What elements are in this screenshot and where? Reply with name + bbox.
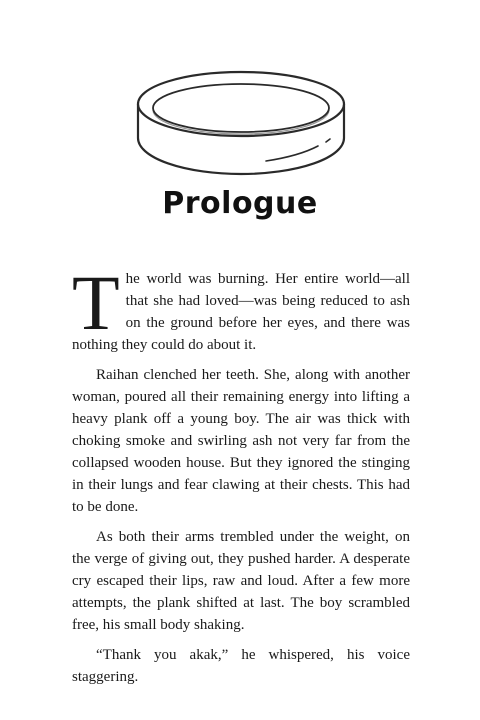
paragraph-2: Raihan clenched her teeth. She, along with another woman, poured all their remaining energy into lifting a heavy plank off a young boy. The air was thick with choking smoke and swirling ash not very far from the collapsed wooden house. But they ignored the stinging in their lungs and fear clawing at their chests. This had to be done.: [72, 367, 410, 515]
drop-cap: T: [72, 259, 120, 346]
paragraph-3: As both their arms trembled under the weight, on the verge of giving out, they pushed harder. A desperate cry escaped their lips, raw and loud. After a few more attempts, the plank shifted at last. The boy scrambled free, his small body shaking.: [72, 529, 410, 633]
paragraph-1-text: he world was burning. Her entire world—all that she had loved—was being reduced to ash on the ground before her eyes, and there was nothing they could do about it.: [72, 271, 410, 353]
chapter-title: Prologue: [162, 186, 318, 221]
ring-bracelet-icon: [134, 68, 348, 180]
chapter-body: [72, 259, 410, 696]
paragraph-4: “Thank you akak,” he whispered, his voice staggering.: [72, 647, 410, 685]
paragraph-1: [72, 259, 410, 356]
